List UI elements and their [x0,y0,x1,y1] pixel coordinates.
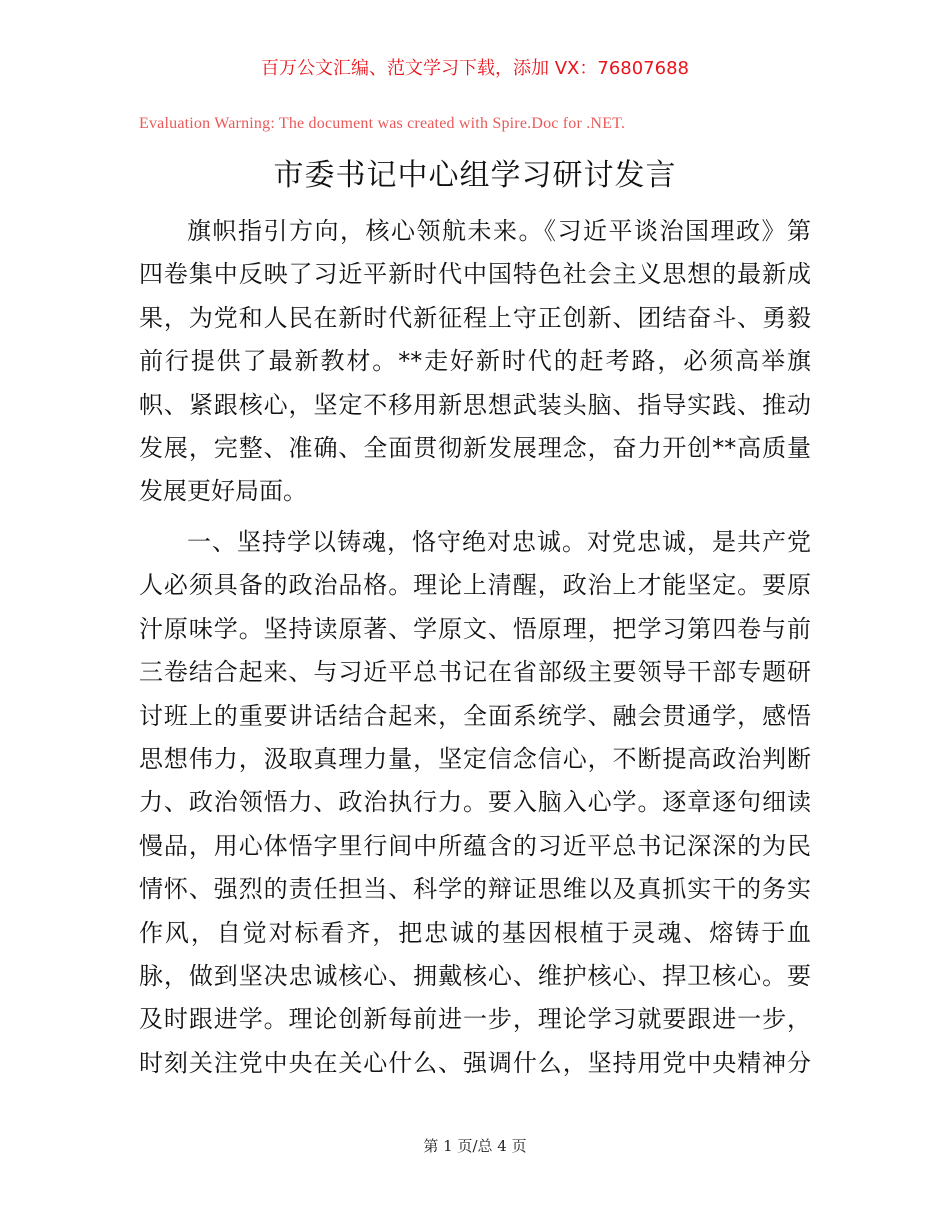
paragraph-line: 慢品，用心体悟字里行间中所蕴含的习近平总书记深深的为民 [139,831,811,860]
paragraph-line: 前行提供了最新教材。**走好新时代的赶考路，必须高举旗 [139,347,811,376]
paragraph-line: 思想伟力，汲取真理力量，坚定信念信心，不断提高政治判断 [139,744,811,773]
paragraph-line: 情怀、强烈的责任担当、科学的辩证思维以及真抓实干的务实 [139,875,811,904]
paragraph-line: 讨班上的重要讲话结合起来，全面系统学、融会贯通学，感悟 [139,701,811,730]
paragraph-line: 帜、紧跟核心，坚定不移用新思想武装头脑、指导实践、推动 [139,390,811,419]
document-title: 市委书记中心组学习研讨发言 [273,158,677,193]
paragraph-line: 人必须具备的政治品格。理论上清醒，政治上才能坚定。要原 [139,571,811,600]
paragraph-line: 脉，做到坚决忠诚核心、拥戴核心、维护核心、捍卫核心。要 [139,961,811,990]
paragraph-line: 及时跟进学。理论创新每前进一步，理论学习就要跟进一步， [139,1005,811,1034]
paragraph-line: 作风，自觉对标看齐，把忠诚的基因根植于灵魂、熔铸于血 [139,918,811,947]
paragraph-line: 一、坚持学以铸魂，恪守绝对忠诚。对党忠诚，是共产党 [187,528,811,556]
paragraph-line: 果，为党和人民在新时代新征程上守正创新、团结奋斗、勇毅 [139,303,811,332]
paragraph-line: 发展，完整、准确、全面贯彻新发展理念，奋力开创**高质量 [139,433,811,462]
page-indicator: 第 1 页/总 4 页 [423,1137,527,1155]
paragraph-line: 四卷集中反映了习近平新时代中国特色社会主义思想的最新成 [139,260,811,289]
body-paragraph-2 [139,521,811,1085]
body-paragraph-1 [139,210,811,514]
paragraph-line: 发展更好局面。 [139,477,307,506]
paragraph-line: 三卷结合起来、与习近平总书记在省部级主要领导干部专题研 [139,658,811,687]
paragraph-line: 汁原味学。坚持读原著、学原文、悟原理，把学习第四卷与前 [139,614,811,643]
paragraph-line: 力、政治领悟力、政治执行力。要入脑入心学。逐章逐句细读 [139,788,811,817]
evaluation-warning: Evaluation Warning: The document was created with Spire.Doc for .NET. [139,115,626,132]
paragraph-line: 时刻关注党中央在关心什么、强调什么，坚持用党中央精神分 [139,1048,811,1077]
paragraph-line: 旗帜指引方向，核心领航未来。《习近平谈治国理政》第 [187,217,811,245]
header-banner: 百万公文汇编、范文学习下载，添加 VX：76807688 [261,58,689,79]
